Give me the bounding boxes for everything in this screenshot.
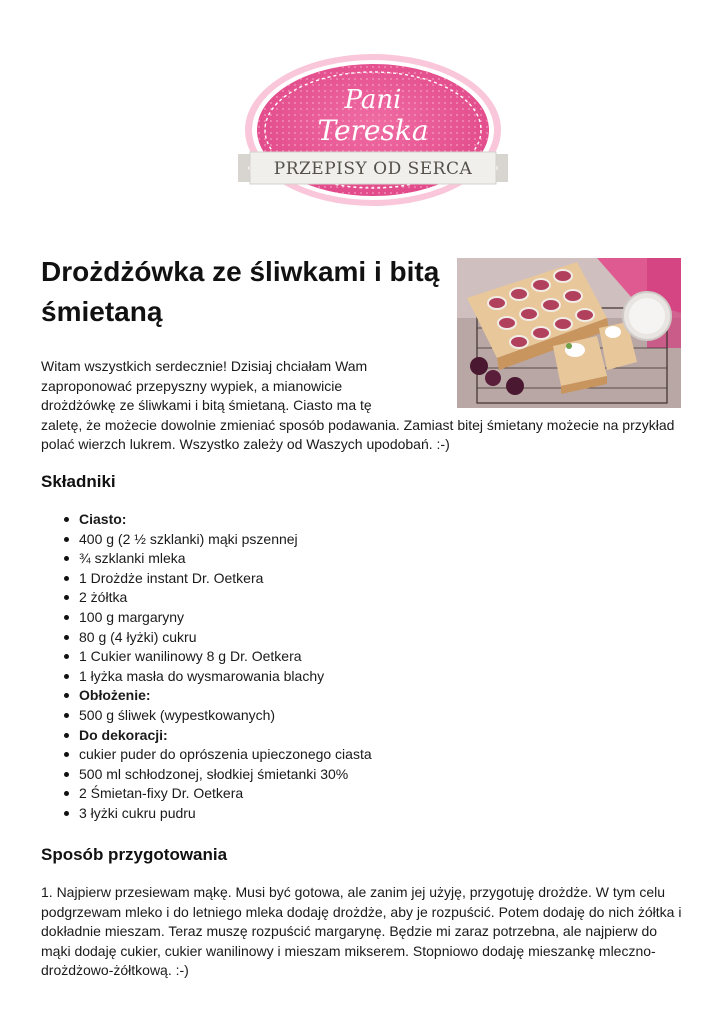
ingredient-item: 2 Śmietan-fixy Dr. Oetkera (79, 784, 679, 804)
ingredient-item: 500 g śliwek (wypestkowanych) (79, 706, 679, 726)
method-heading: Sposób przygotowania (41, 845, 228, 864)
method-step-1: 1. Najpierw przesiewam mąkę. Musi być gotowa, ale zanim jej użyję, przygotuję drożdże. W tym celu podgrzewam mleko i do letniego mleka dodaję drożdże, aby je rozpuścić. Potem dodaję do nich żółtka i dokładnie mieszam. Teraz muszę rozpuścić margarynę. Będzie mi zaraz potrzebna, ale najpierw do mąki dodaję cukier, cukier wanilinowy i mieszam mikserem. Stopniowo dodaję mieszankę mleczno-drożdżowo-żółtkową. :-) (41, 884, 682, 979)
ingredient-item: 2 żółtka (79, 588, 679, 608)
site-logo[interactable] (232, 52, 514, 212)
logo-tagline: PRZEPISY OD SERCA (273, 159, 473, 179)
recipe-intro-text: Witam wszystkich serdecznie! Dzisiaj chciałam Wam zaproponować przepyszny wypiek, a mianowicie drożdżówkę ze śliwkami i bitą śmietaną. Ciasto ma tę zaletę, że możecie dowolnie zmieniać sposób podawania. Zamiast bitej śmietany możecie na przykład polać wierzch lukrem. Wszystko zależy od Waszych upodobań. :-) (41, 358, 675, 453)
ingredient-group-label: Do dekoracji: (79, 726, 679, 746)
logo-name-line1: Pani (344, 85, 402, 115)
ingredient-item: 1 łyżka masła do wysmarowania blachy (79, 667, 679, 687)
ingredient-group-label: Ciasto: (79, 510, 679, 530)
ingredients-heading: Składniki (41, 472, 116, 491)
ingredients-list (60, 510, 679, 824)
ingredient-item: 100 g margaryny (79, 608, 679, 628)
ingredient-item: cukier puder do oprószenia upieczonego ciasta (79, 745, 679, 765)
recipe-intro (41, 357, 691, 455)
ingredient-item: 500 ml schłodzonej, słodkiej śmietanki 30% (79, 765, 679, 785)
ingredient-item: 1 Cukier wanilinowy 8 g Dr. Oetkera (79, 647, 679, 667)
ingredient-item: 1 Drożdże instant Dr. Oetkera (79, 569, 679, 589)
ingredient-group-label: Obłożenie: (79, 686, 679, 706)
ingredient-item: ¾ szklanki mleka (79, 549, 679, 569)
recipe-title: Drożdżówka ze śliwkami i bitą śmietaną (41, 256, 440, 327)
ingredient-item: 80 g (4 łyżki) cukru (79, 628, 679, 648)
ingredient-item: 3 łyżki cukru pudru (79, 804, 679, 824)
logo-name-line2: Tereska (317, 114, 429, 147)
ingredient-item: 400 g (2 ½ szklanki) mąki pszennej (79, 530, 679, 550)
